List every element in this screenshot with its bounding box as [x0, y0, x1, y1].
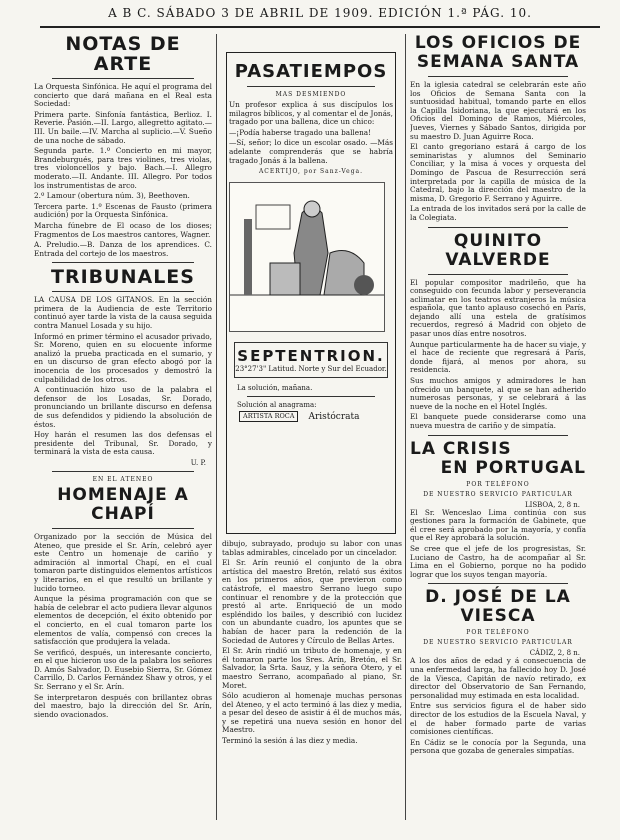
- cont-para: El Sr. Arín rindió un tributo de homenaje, y en él tomaron parte los Sres. Arín, Bretón, el Sr. Salvador, la Srta. Sauz, y la señora Otero, y el maestro Serrano, acompañado al piano, Sr. Moret.: [222, 646, 402, 690]
- notas-para: Tercera parte. 1.º Escenas de Fausto (primera audición) por la Orquesta Sinfónica.: [34, 201, 212, 220]
- septentrion-title: SEPTENTRION.: [237, 347, 385, 366]
- homenaje-para: Se verificó, después, un interesante concierto, en el que hicieron uso de la palabra los señores D. Amós Salvador, D. Eusebio Sierra, Sr. Gómez Carrillo, D. Carlos Fernández Shaw y otros, y el Sr. Serrano y el Sr. Arín.: [34, 647, 212, 692]
- viesca-para: Entre sus servicios figura el de haber sido director de los estudios de la Escuela Naval, y el de haber formado parte de varias comisiones científicas.: [410, 701, 586, 737]
- crisis-byline: POR TELÉFONO: [466, 480, 530, 488]
- oficios-title: LOS OFICIOS DE SEMANA SANTA: [414, 34, 582, 72]
- homenaje-title: HOMENAJE A CHAPÍ: [57, 484, 189, 524]
- anagram-answer: Aristócrata: [308, 411, 360, 422]
- tribunales-title: TRIBUNALES: [51, 266, 195, 289]
- divider: [428, 583, 568, 584]
- viesca-para: En Cádiz se le conocía por la Segunda, una persona que gozaba de generales simpatías.: [410, 737, 586, 756]
- crisis-title: LA CRISIS: [410, 438, 512, 459]
- crisis-dateline: LISBOA, 2, 8 n.: [524, 500, 580, 509]
- viesca-para: A los dos años de edad y á consecuencia de una enfermedad larga, ha fallecido hoy D. José de la Viesca, Capitán de navío retirado, ex director del Observatorio de San Fernando, personalidad muy estimada en esta localidad.: [410, 656, 586, 700]
- anagram-row: [239, 411, 393, 422]
- divider: [428, 435, 568, 436]
- homenaje-para: Se interpretaron después con brillantez obras del maestro, bajo la dirección del Sr. Arín, siendo ovacionados.: [34, 692, 212, 719]
- divider: [428, 76, 568, 77]
- oficios-para: La entrada de los invitados será por la calle de la Colegiata.: [410, 204, 586, 222]
- homenaje-para: Aunque la pésima programación con que se había de celebrar el acto pudiera llevar algunos elementos de decepción, el éxito obtenido por el concierto, en el cual tomaron parte los elementos de valía, compensó con creces la satisfacción que produjera la velada.: [34, 594, 212, 647]
- viesca-byline: POR TELÉFONO: [466, 629, 530, 637]
- cont-para: El Sr. Arín reunió el conjunto de la obra artística del maestro Bretón, relató sus éxitos en los primeros años, que previeron como catástrofe, el maestro Serrano luego supo continuar el renombre y de la protección que prestó al arte. Enriqueció de un modo espléndido los bailes, y describió con lucidez con un abundante cuadro, los apuntes que se habían de hacer para la redención de la Sociedad de Autores y Círculo de Bellas Artes.: [222, 558, 402, 645]
- divider: [52, 291, 194, 292]
- septentrion-subtitle: 23°27'3" Latitud. Norte y Sur del Ecuador.: [235, 365, 387, 374]
- divider: [52, 471, 194, 472]
- oficios-para: El canto gregoriano estará á cargo de los seminaristas y alumnos del Seminario Conciliar, y la misa á voces y orquesta del Domingo de Pascua de Resurrección será interpretada por la capilla de música de la Catedral, bajo la dirección del maestro de la misma, D. Gregorio F. Serrano y Aguirre.: [410, 142, 586, 203]
- pasatiempos-para: —Sí, señor; lo dice un escolar osado. —Más adelante comprenderás que se habría tragado Jonás á la ballena.: [229, 138, 393, 165]
- column-rule: [405, 34, 406, 820]
- anagram-label: Solución al anagrama:: [237, 401, 317, 410]
- acertijo-label: ACERTIJO, por Sanz-Vega.: [258, 168, 364, 176]
- notas-para: 2.º Lamour (obertura núm. 3), Beethoven.: [34, 191, 190, 201]
- pasatiempos-subtitle: MAS DESMIENDO: [275, 91, 347, 98]
- pasatiempos-para: —¡Podía haberse tragado una ballena!: [229, 127, 372, 137]
- signature: U. P.: [190, 458, 206, 467]
- column-middle: [222, 34, 402, 830]
- pasatiempos-box: [226, 52, 396, 534]
- divider: [52, 262, 194, 263]
- notas-para: Segunda parte. 1.º Concierto en mi mayor, Brandeburgués, para tres violines, tres violas, tres violoncellos y bajo. Bach.—I. Allegro moderato.—II. Andante. III. Allegro. Por todos los instrumentistas de arco.: [34, 146, 212, 190]
- notas-title: NOTAS DE ARTE: [65, 34, 181, 75]
- divider: [428, 274, 568, 275]
- notas-para: La Orquesta Sinfónica. He aquí el programa del concierto que dará mañana en el Real esta Sociedad:: [34, 82, 212, 109]
- section-label: EN EL ATENEO: [92, 475, 154, 483]
- crisis-para: Se cree que el jefe de los progresistas, Sr. Luciano de Castro, ha de acompañar al Sr. Lima en el Gobierno, porque no ha podido lograr que los suyos tengan mayoría.: [410, 543, 586, 579]
- viesca-service: DE NUESTRO SERVICIO PARTICULAR: [423, 639, 573, 647]
- homenaje-para: Organizado por la sección de Música del Ateneo, que preside el Sr. Arín, celebró ayer este Centro un homenaje de cariño y admiración al inmortal Chapí, en el cual tomaron parte distinguidos elementos artísticos y literarios, en el que resultó un brillante y lucido torneo.: [34, 531, 212, 593]
- crisis-service: DE NUESTRO SERVICIO PARTICULAR: [423, 490, 573, 498]
- divider: [52, 78, 194, 79]
- cont-para: Sólo acudieron al homenaje muchas personas del Ateneo, y el acto terminó á las diez y media, a pesar del deseo de asistir á él de muchos más, y se repetirá una nueva sesión en honor del Maestro.: [222, 691, 402, 735]
- valverde-para: El popular compositor madrileño, que ha conseguido con fecunda labor y perseverancia aclimatar en los teatros extranjeros la música española, que tanto aplauso cosechó en París, dejando allí una estela de gratísimos recuerdos, regresó á Madrid con objeto de pasar unos días entre nosotros.: [410, 277, 586, 339]
- crisis-para: El Sr. Wenceslao Lima continúa con sus gestiones para la formación de Gabinete, que él cree será aprobado por la mayoría, y confía que el Rey aprobará la solución.: [410, 507, 586, 543]
- notas-para: A. Preludio.—B. Danza de los aprendices. C. Entrada del cortejo de los maestros.: [34, 240, 212, 258]
- cont-para: dibujo, subrayado, produjo su labor con unas tablas admirables, cincelado por un cincelador.: [222, 539, 402, 557]
- oficios-para: En la iglesia catedral se celebrarán este año los Oficios de Semana Santa con la suntuosidad habitual, tomando parte en ellos la Capilla Isidoriana, la que ejecutará en los Oficios del Domingo de Ramos, Miércoles, Jueves, Viernes y Sábado Santos, dirigida por su maestro D. Juan Aguirre Roca.: [410, 80, 586, 141]
- divider: [247, 86, 375, 87]
- divider: [52, 528, 194, 529]
- notas-para: Primera parte. Sinfonía fantástica, Berlioz. I. Reverie. Pasión.—II. Largo, allegretto agitato.—III. Un baile.—IV. Marcha al suplicio.—V. Sueño de una noche de sábado.: [34, 109, 212, 145]
- notas-para: Marcha fúnebre de El ocaso de los dioses; Fragmentos de Los maestros cantores, Wagner.: [34, 220, 212, 239]
- anagram-words: ARTISTA ROCA: [239, 411, 298, 422]
- homenaje-continuation: [222, 540, 402, 748]
- valverde-para: Aunque particularmente ha de hacer su viaje, y el hace de reciente que regresará á París, donde fijará, al menos por ahora, su residencia.: [410, 339, 586, 375]
- cont-para: Terminó la sesión á las diez y media.: [222, 736, 358, 746]
- divider: [247, 396, 375, 397]
- column-left: [34, 34, 212, 830]
- crisis-title-line2: EN PORTUGAL: [440, 457, 586, 478]
- tribunales-para: A continuación hizo uso de la palabra el defensor de los Losadas, Sr. Dorado, pronunciando un brillante discurso en defensa de sus defendidos y pidiendo la absolución de éstos.: [34, 385, 212, 429]
- valverde-para: El banquete puede considerarse como una nueva muestra de cariño y de simpatía.: [410, 412, 586, 430]
- pasatiempos-para: Un profesor explica á sus discípulos los milagros bíblicos, y al comentar el de Jonás, tragado por una ballena, dice un chico:: [229, 100, 393, 127]
- viesca-title: D. JOSÉ DE LA VIESCA: [425, 587, 571, 627]
- valverde-para: Sus muchos amigos y admiradores le han ofrecido un banquete, al que se han adherido numerosas personas, y se celebrará á las nueve de la noche en el Hotel Inglés.: [410, 376, 586, 411]
- tribunales-para: Informó en primer término el acusador privado, Sr. Moreno, quien en su elocuente informe analizó la prueba practicada en el sumario, y en un discurso de gran efecto abogó por la inocencia de los procesados y demostró la culpabilidad de los otros.: [34, 331, 212, 384]
- septentrion-panel: [234, 342, 388, 378]
- tribunales-para: LA CAUSA DE LOS GITANOS. En la sección primera de la Audiencia de este Territorio continuó ayer tarde la vista de la causa seguida contra Manuel Losada y su hijo.: [34, 295, 212, 331]
- tribunales-para: Hoy harán el resumen las dos defensas el presidente del Tribunal, Sr. Dorado, y terminará la vista de esta causa.: [34, 430, 212, 457]
- solucion-label: La solución, mañana.: [237, 384, 313, 393]
- column-rule: [216, 34, 217, 820]
- divider: [428, 227, 568, 228]
- valverde-title: QUINITO VALVERDE: [445, 230, 551, 270]
- column-right: [410, 34, 586, 830]
- acertijo-illustration: [229, 182, 385, 332]
- masthead: A B C. SÁBADO 3 DE ABRIL DE 1909. EDICIÓN 1.ª PÁG. 10.: [40, 6, 600, 28]
- viesca-dateline: CÁDIZ, 2, 8 n.: [529, 649, 580, 658]
- pasatiempos-title: PASATIEMPOS: [234, 61, 388, 82]
